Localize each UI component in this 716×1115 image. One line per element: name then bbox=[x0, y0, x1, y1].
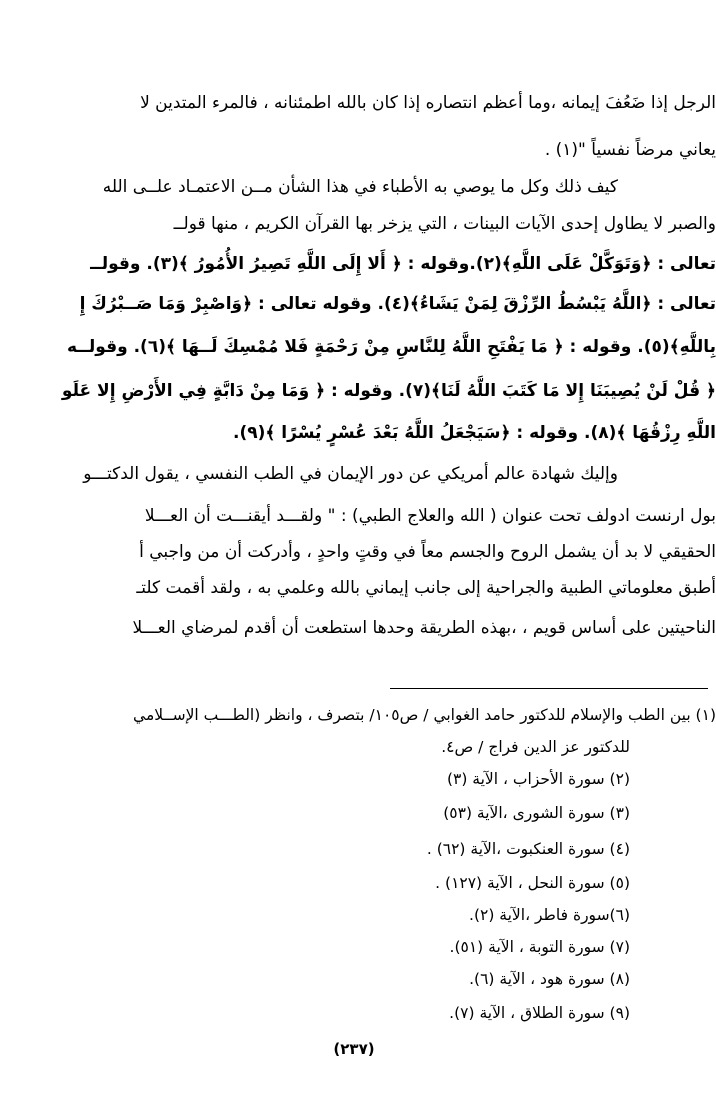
body-line: والصبر لا يطاول إحدى الآيات البينات ، التي يزخر بها القرآن الكريم ، منها قولــ bbox=[173, 214, 716, 234]
body-line: بول ارنست ادولف تحت عنوان ( الله والعلاج الطبي) : " ولقـــد أيقنـــت أن العـــلا bbox=[144, 506, 716, 526]
body-line: الناحيتين على أساس قويم ، ،بهذه الطريقة وحدها استطعت أن أقدم لمرضاي العـــلا bbox=[132, 618, 716, 638]
footnote-item: (١) بين الطب والإسلام للدكتور حامد الغوابي / ص١٠٥/ بتصرف ، وانظر (الطـــب الإســلامي bbox=[133, 706, 716, 724]
body-line: الرجل إذا ضَعُفَ إيمانه ،وما أعظم انتصاره إذا كان بالله اطمئنانه ، فالمرء المتدين لا bbox=[140, 93, 716, 113]
footnote-item: (٧) سورة التوبة ، الآية (٥١). bbox=[449, 938, 630, 956]
body-line-verse: تعالى : ﴿اللَّهُ يَبْسُطُ الرِّزْقَ لِمَنْ يَشَاءُ﴾(٤). وقوله تعالى : ﴿وَاصْبِرْ وَمَا صَــبْرُكَ إِ bbox=[79, 294, 716, 314]
footnote-item: للدكتور عز الدين فراج / ص٤. bbox=[441, 738, 630, 756]
page-number: (٢٣٧) bbox=[333, 1040, 375, 1058]
body-line: كيف ذلك وكل ما يوصي به الأطباء في هذا الشأن مــن الاعتمـاد علــى الله bbox=[102, 177, 618, 197]
footnote-item: (٩) سورة الطلاق ، الآية (٧). bbox=[449, 1004, 630, 1022]
body-line-verse: بِاللَّهِ﴾(٥). وقوله : ﴿ مَا يَفْتَحِ اللَّهُ لِلنَّاسِ مِنْ رَحْمَةٍ فَلا مُمْسِكَ لَــهَا ﴾(٦). وقولــه bbox=[66, 337, 716, 357]
body-line-verse: اللَّهِ رِزْقُهَا ﴾(٨). وقوله : ﴿سَيَجْعَلُ اللَّهُ بَعْدَ عُسْرٍ يُسْرًا ﴾(٩). bbox=[233, 423, 716, 443]
body-line: يعاني مرضاً نفسياً "(١) . bbox=[544, 140, 716, 160]
footnote-item: (٢) سورة الأحزاب ، الآية (٣) bbox=[446, 770, 630, 788]
body-line: وإليك شهادة عالم أمريكي عن دور الإيمان في الطب النفسي ، يقول الدكتـــو bbox=[83, 464, 618, 484]
body-line: الحقيقي لا بد أن يشمل الروح والجسم معاً في وقتٍ واحدٍ ، وأدركت أن من واجبي أ bbox=[139, 542, 716, 562]
body-line-verse: ﴿ قُلْ لَنْ يُصِيبَنَا إِلا مَا كَتَبَ اللَّهُ لَنَا﴾(٧). وقوله : ﴿ وَمَا مِنْ دَابَّةٍ فِي الأَرْضِ إِلا عَلَو bbox=[61, 381, 716, 401]
body-line: أطبق معلوماتي الطبية والجراحية إلى جانب إيماني بالله وعلمي به ، ولقد أقمت كلتـ bbox=[136, 578, 716, 598]
footnote-item: (٦)سورة فاطر ،الآية (٢). bbox=[469, 906, 630, 924]
footnote-item: (٨) سورة هود ، الآية (٦). bbox=[469, 970, 630, 988]
footnote-item: (٥) سورة النحل ، الآية (١٢٧) . bbox=[435, 874, 630, 892]
footnote-item: (٤) سورة العنكبوت ،الآية (٦٢) . bbox=[426, 840, 630, 858]
footnote-item: (٣) سورة الشورى ،الآية (٥٣) bbox=[443, 804, 630, 822]
body-line-verse: تعالى : ﴿وَتَوَكَّلْ عَلَى اللَّهِ﴾(٢).وقوله : ﴿ أَلا إِلَى اللَّهِ تَصِيرُ الأُمُورُ ﴾(٣). وقولــ bbox=[90, 254, 716, 274]
footnote-divider bbox=[390, 688, 708, 689]
